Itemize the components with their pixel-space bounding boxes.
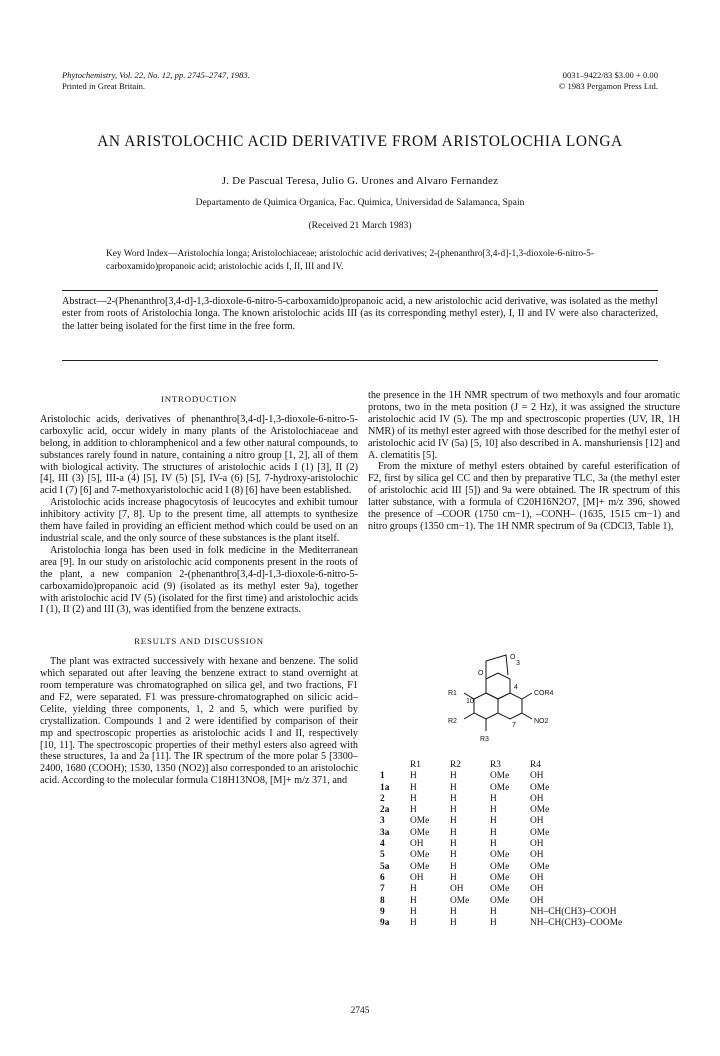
compound-number: 5 bbox=[380, 850, 385, 861]
substituent-cell: OH bbox=[530, 839, 544, 850]
position-4-label: 4 bbox=[514, 684, 518, 691]
compound-number: 3a bbox=[380, 827, 390, 838]
table-header-cell: R4 bbox=[530, 760, 541, 770]
rule-above-abstract bbox=[62, 290, 658, 291]
substituent-cell: OMe bbox=[490, 872, 510, 883]
abstract: Abstract—2-(Phenanthro[3,4-d]-1,3-dioxole-6-nitro-5-carboxamido)propanoic acid, a new aristolochic acid derivative, was isolated as the methyl ester from roots of Aristolochia longa. The known aristolochic acids III (as its corresponding methyl ester), I, II and IV were also characterized, the latter being isolated for the first time in the free form. bbox=[62, 296, 658, 332]
substituent-cell: OH bbox=[410, 872, 424, 883]
substituent-cell: H bbox=[410, 805, 417, 816]
substituent-cell: OMe bbox=[530, 782, 550, 793]
intro-paragraph-2: Aristolochic acids increase phagocytosis of leucocytes and exhibit tumour inhibitory activity [7, 8]. Up to the present time, all attempts to synthesize them have failed in providing an efficient method which could be used on an industrial scale, and the only source of these substances is the plant itself. bbox=[40, 497, 358, 544]
substituent-cell: H bbox=[410, 895, 417, 906]
introduction-heading: INTRODUCTION bbox=[160, 394, 238, 404]
table-row bbox=[380, 783, 628, 794]
substituent-cell: OMe bbox=[410, 850, 430, 861]
article-title: AN ARISTOLOCHIC ACID DERIVATIVE FROM ARISTOLOCHIA LONGA bbox=[97, 133, 623, 150]
compound-number: 4 bbox=[380, 839, 385, 850]
substituent-cell: OMe bbox=[490, 861, 510, 872]
compound-number: 9a bbox=[380, 918, 390, 929]
substituent-cell: NH–CH(CH3)–COOMe bbox=[530, 918, 623, 929]
table-header-cell: R3 bbox=[490, 760, 501, 770]
copyright: © 1983 Pergamon Press Ltd. bbox=[558, 81, 658, 91]
printed-note: Printed in Great Britain. bbox=[62, 81, 146, 91]
nitro-label: NO2 bbox=[534, 718, 549, 725]
substituent-cell: OH bbox=[450, 884, 464, 895]
substituent-cell: OMe bbox=[450, 895, 470, 906]
table-row bbox=[380, 805, 628, 816]
rule-below-abstract bbox=[62, 360, 658, 361]
key-word-index: Key Word Index—Aristolochia longa; Aristolochiaceae; aristolochic acid derivatives; 2-(phenanthro[3,4-d]-1,3-dioxole-6-nitro-5-carboxamido)propanoic acid; aristolochic acids I, II, III and IV. bbox=[106, 249, 594, 272]
affiliation: Departamento de Quimica Organica, Fac. Quimica, Universidad de Salamanca, Spain bbox=[195, 197, 525, 208]
page-number: 2745 bbox=[350, 1006, 370, 1016]
substituent-cell: NH–CH(CH3)–COOH bbox=[530, 906, 617, 917]
substituent-cell: H bbox=[450, 827, 457, 838]
position-7-label: 7 bbox=[512, 722, 516, 729]
article-code: 0031–9422/83 $3.00 + 0.00 bbox=[562, 70, 658, 80]
table-header-cell: R1 bbox=[410, 760, 421, 770]
cor4-label: COR4 bbox=[534, 690, 554, 697]
r2-label: R2 bbox=[448, 718, 457, 725]
substituent-cell: OMe bbox=[490, 771, 510, 782]
substituent-cell: OMe bbox=[410, 816, 430, 827]
position-3-label: 3 bbox=[516, 660, 520, 667]
table-row bbox=[380, 896, 628, 907]
substituent-cell: OH bbox=[530, 884, 544, 895]
substituent-cell: H bbox=[410, 782, 417, 793]
substituent-cell: H bbox=[490, 839, 497, 850]
right-paragraph-2: From the mixture of methyl esters obtained by careful esterification of F2, first by silica gel CC and then by preparative TLC, 3a (the methyl ester of aristolochic acid III [5]) and 9a were obtained. The IR spectrum of this latter substance, with a formula of C20H16N2O7, [M]+ m/z 396, showed the presence of –COOR (1750 cm−1), –CONH– (1635, 1515 cm−1) and nitro groups (1350 cm−1). The 1H NMR spectrum of 9a (CDCl3, Table 1), bbox=[368, 461, 680, 532]
journal-citation: Phytochemistry, Vol. 22, No. 12, pp. 2745–2747, 1983. bbox=[62, 70, 250, 80]
table-header-row bbox=[380, 760, 628, 771]
table-row bbox=[380, 873, 628, 884]
table-row bbox=[380, 771, 628, 782]
substituent-cell: H bbox=[410, 906, 417, 917]
substituent-cell: H bbox=[490, 918, 497, 929]
compound-number: 2 bbox=[380, 793, 385, 804]
substituent-cell: H bbox=[490, 816, 497, 827]
r1-label: R1 bbox=[448, 690, 457, 697]
substituent-cell: H bbox=[490, 793, 497, 804]
compound-number: 9 bbox=[380, 906, 385, 917]
substituent-cell: H bbox=[450, 805, 457, 816]
right-paragraph-1: the presence in the 1H NMR spectrum of two methoxyls and four aromatic protons, two in the meta position (J = 2 Hz), it was assigned the structure aristolochic acid IV (5). The mp and spectroscopic properties (UV, IR, 1H NMR) of its methyl ester agreed with those described for the methyl ester of aristolochic acid IV (5a) [5, 10] also described in A. manshuriensis [12] and A. clematitis [5]. bbox=[368, 390, 680, 461]
substituent-cell: OH bbox=[530, 816, 544, 827]
substituent-cell: OMe bbox=[410, 861, 430, 872]
substituent-cell: OH bbox=[410, 839, 424, 850]
substituent-cell: H bbox=[450, 872, 457, 883]
substituent-cell: OH bbox=[530, 895, 544, 906]
compound-number: 2a bbox=[380, 805, 390, 816]
substituent-cell: H bbox=[450, 782, 457, 793]
results-paragraph-1: The plant was extracted successively with hexane and benzene. The solid which separated out after leaving the benzene extract to stand overnight at room temperature was chromatographed on silica gel, and two fractions, F1 and F2, were separated. F1 was pressure-chromatographed on silicic acid–Celite, yielding three components, 1, 2 and 5, which were purified by crystallization. Compounds 1 and 2 were identified by comparison of their mp and spectroscopic properties as aristolochic acids I and II, respectively [10, 11]. The spectroscopic properties of their methyl esters also agreed with these structures, 1a and 2a [11]. The IR spectrum of the more polar 5 [3300–2400, 1680 (COOH); 1530, 1350 (NO2)] also corresponded to an aristolochic acid. According to the molecular formula C18H13NO8, [M]+ m/z 371, and bbox=[40, 656, 358, 787]
substituent-cell: H bbox=[450, 850, 457, 861]
substituent-cell: OMe bbox=[490, 884, 510, 895]
left-column bbox=[40, 394, 358, 787]
table-row bbox=[380, 816, 628, 827]
table-row bbox=[380, 862, 628, 873]
r3-label: R3 bbox=[480, 736, 489, 743]
substituent-cell: OMe bbox=[490, 895, 510, 906]
substituent-cell: OH bbox=[530, 793, 544, 804]
compound-number: 3 bbox=[380, 816, 385, 827]
table-row bbox=[380, 839, 628, 850]
table-body bbox=[380, 771, 628, 929]
compound-number: 8 bbox=[380, 895, 385, 906]
compound-table bbox=[380, 760, 628, 929]
substituent-cell: H bbox=[450, 771, 457, 782]
running-header-right bbox=[559, 70, 658, 92]
substituent-cell: OMe bbox=[530, 827, 550, 838]
table-header-cell bbox=[380, 760, 410, 771]
structure-bonds bbox=[464, 655, 532, 731]
table-row bbox=[380, 794, 628, 805]
substituent-cell: H bbox=[450, 816, 457, 827]
substituent-cell: H bbox=[490, 906, 497, 917]
substituent-cell: OH bbox=[530, 872, 544, 883]
substituent-cell: H bbox=[490, 827, 497, 838]
right-column bbox=[368, 390, 680, 533]
substituent-cell: OMe bbox=[490, 782, 510, 793]
substituent-cell: OH bbox=[530, 771, 544, 782]
table-row bbox=[380, 828, 628, 839]
substituent-cell: H bbox=[450, 906, 457, 917]
substituent-cell: H bbox=[450, 918, 457, 929]
compound-number: 1a bbox=[380, 782, 390, 793]
substituent-cell: H bbox=[450, 861, 457, 872]
received-date: (Received 21 March 1983) bbox=[308, 220, 412, 231]
substituent-cell: H bbox=[450, 793, 457, 804]
intro-paragraph-1: Aristolochic acids, derivatives of phenanthro[3,4-d]-1,3-dioxole-6-nitro-5-carboxylic acid, occur widely in many plants of the Aristolochiaceae and belong, in addition to chloramphenicol and a few other natural compounds, to substances rarely found in nature, containing a nitro group [1, 2], all of them with biological activity. The structures of aristolochic acids I (1) [3], II (2) [4], III (3) [5], III-a (4) [5], IV (5) [5], IV-a (6) [5], 7-hydroxy-aristolochic acid I (7) [6] and 7-methoxyaristolochic acid I (8) [6] have been established. bbox=[40, 413, 358, 497]
table-row bbox=[380, 907, 628, 918]
substituent-cell: H bbox=[410, 884, 417, 895]
results-heading: RESULTS AND DISCUSSION bbox=[134, 636, 264, 647]
substituent-table bbox=[380, 760, 680, 929]
substituent-cell: H bbox=[410, 793, 417, 804]
table-row bbox=[380, 850, 628, 861]
table-row bbox=[380, 884, 628, 895]
substituent-cell: H bbox=[450, 839, 457, 850]
substituent-cell: H bbox=[410, 771, 417, 782]
table-row bbox=[380, 918, 628, 929]
authors: J. De Pascual Teresa, Julio G. Urones and Alvaro Fernandez bbox=[221, 175, 499, 187]
compound-number: 1 bbox=[380, 771, 385, 782]
substituent-cell: H bbox=[490, 805, 497, 816]
running-header-left bbox=[62, 70, 250, 92]
aristolochic-acid-structure bbox=[440, 645, 580, 755]
oxygen-label-top: O bbox=[510, 654, 516, 661]
oxygen-label-left: O bbox=[478, 670, 484, 677]
position-10-label: 10 bbox=[466, 698, 474, 705]
substituent-cell: OMe bbox=[490, 850, 510, 861]
compound-number: 7 bbox=[380, 884, 385, 895]
substituent-cell: OH bbox=[530, 850, 544, 861]
table-header-cell: R2 bbox=[450, 760, 461, 770]
substituent-cell: OMe bbox=[530, 861, 550, 872]
compound-number: 5a bbox=[380, 861, 390, 872]
substituent-cell: H bbox=[410, 918, 417, 929]
substituent-cell: OMe bbox=[410, 827, 430, 838]
compound-number: 6 bbox=[380, 872, 385, 883]
intro-paragraph-3: Aristolochia longa has been used in folk medicine in the Mediterranean area [9]. In our study on aristolochic acid components present in the roots of the plant, a new companion 2-(phenanthro[3,4-d]-1,3-dioxole-6-nitro-5-carboxamido)propanoic acid (9) (isolated as its methyl ester 9a), together with aristolochic acid IV (5) (isolated for the first time) and aristolochic acids I (1), II (2) and III (3), was identified from the benzene extracts. bbox=[40, 544, 358, 616]
substituent-cell: OMe bbox=[530, 805, 550, 816]
